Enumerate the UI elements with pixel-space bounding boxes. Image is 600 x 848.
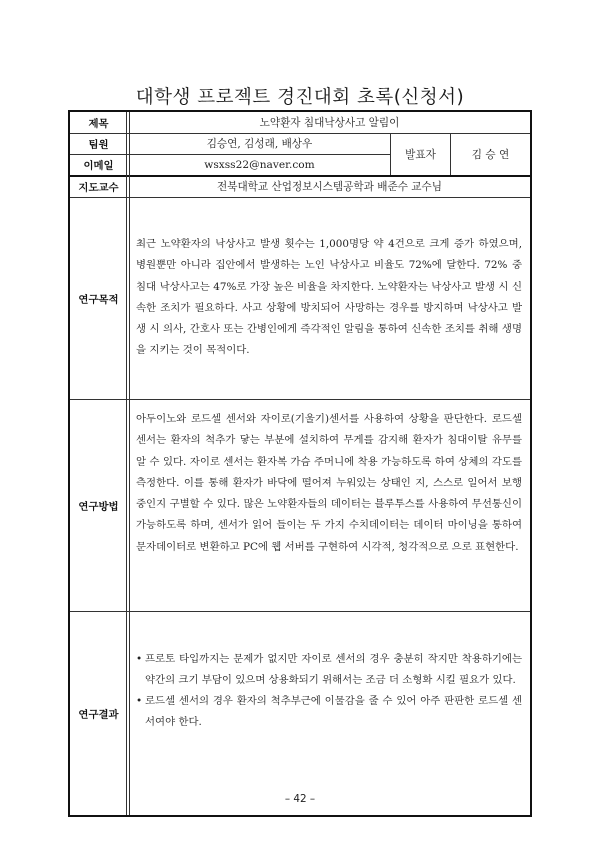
method-text (136, 409, 522, 558)
page-number: – 42 – (284, 793, 316, 805)
row-divider (70, 611, 530, 612)
page-title: 대학생 프로젝트 경진대회 초록(신청서) (135, 87, 465, 108)
email-label: 이메일 (83, 160, 114, 172)
presenter-value: 김 승 연 (471, 148, 510, 161)
advisor-value: 전북대학교 산업정보시스템공학과 배준수 교수님 (216, 181, 442, 193)
row-divider (70, 399, 530, 400)
subject-label: 제목 (88, 118, 109, 130)
result-item: • 프로토 타입까지는 문제가 없지만 자이로 센서의 경우 충분히 작지만 착용하기에는 약간의 크기 부담이 있으며 상용화되기 위해서는 조금 더 소형화 시킬 필요가 있다. (136, 649, 522, 691)
result-item: • 로드셀 센서의 경우 환자의 척추부근에 이물감을 줄 수 있어 아주 판판한 로드셀 센서여야 한다. (136, 691, 522, 733)
email-value: wsxss22@naver.com (204, 158, 315, 171)
purpose-label: 연구목적 (78, 294, 119, 306)
result-text (136, 649, 522, 733)
team-members: 김승연, 김성래, 배상우 (206, 138, 313, 150)
advisor-label: 지도교수 (78, 182, 119, 194)
method-paragraph: 아두이노와 로드셀 센서와 자이로(기울기)센서를 사용하여 상황을 판단한다. 로드셀 센서는 환자의 척추가 닿는 부분에 설치하여 무게를 감지해 환자가 침대이탈 유무를 알 수 있다. 자이로 센서는 환자복 가슴 주머니에 착용 가능하도록 하여 상체의 각도를 측정한다. 이를 통해 환자가 바닥에 떨어져 누워있는 상태인 지, 스스로 일어서 보행 중인지 구별할 수 있다. 많은 노약환자들의 데이터는 블루투스를 사용하여 무선통신이 가능하도록 하며, 센서가 읽어 들이는 두 가지 수치데이터는 데이터 마이닝을 통하여 문자데이터로 변환하고 PC에 웹 서버를 구현하여 시각적, 청각적으로 으로 표현한다. (136, 413, 522, 553)
result-label: 연구결과 (78, 709, 119, 721)
purpose-text (136, 234, 522, 362)
abstract-form (68, 110, 532, 817)
subject-value: 노약환자 침대낙상사고 알림이 (259, 117, 400, 129)
team-label: 팀원 (88, 139, 109, 151)
purpose-paragraph: 최근 노약환자의 낙상사고 발생 횟수는 1,000명당 약 4건으로 크게 증가 하였으며, 병원뿐만 아니라 집안에서 발생하는 노인 낙상사고 비율도 72%에 달한다. 72% 중 침대 낙상사고는 47%로 가장 높은 비율을 차지한다. 노약환자는 낙상사고 발생 시 신속한 조치가 필요하다. 사고 상황에 방치되어 사망하는 경우를 방지하며 낙상사고 발생 시 의사, 간호사 또는 간병인에게 즉각적인 알림을 통하여 신속한 조치를 취해 생명을 지키는 것이 목적이다. (136, 238, 522, 357)
method-label: 연구방법 (78, 501, 119, 513)
presenter-label: 발표자 (405, 148, 436, 161)
result-list (136, 649, 522, 733)
row-divider (70, 197, 530, 198)
